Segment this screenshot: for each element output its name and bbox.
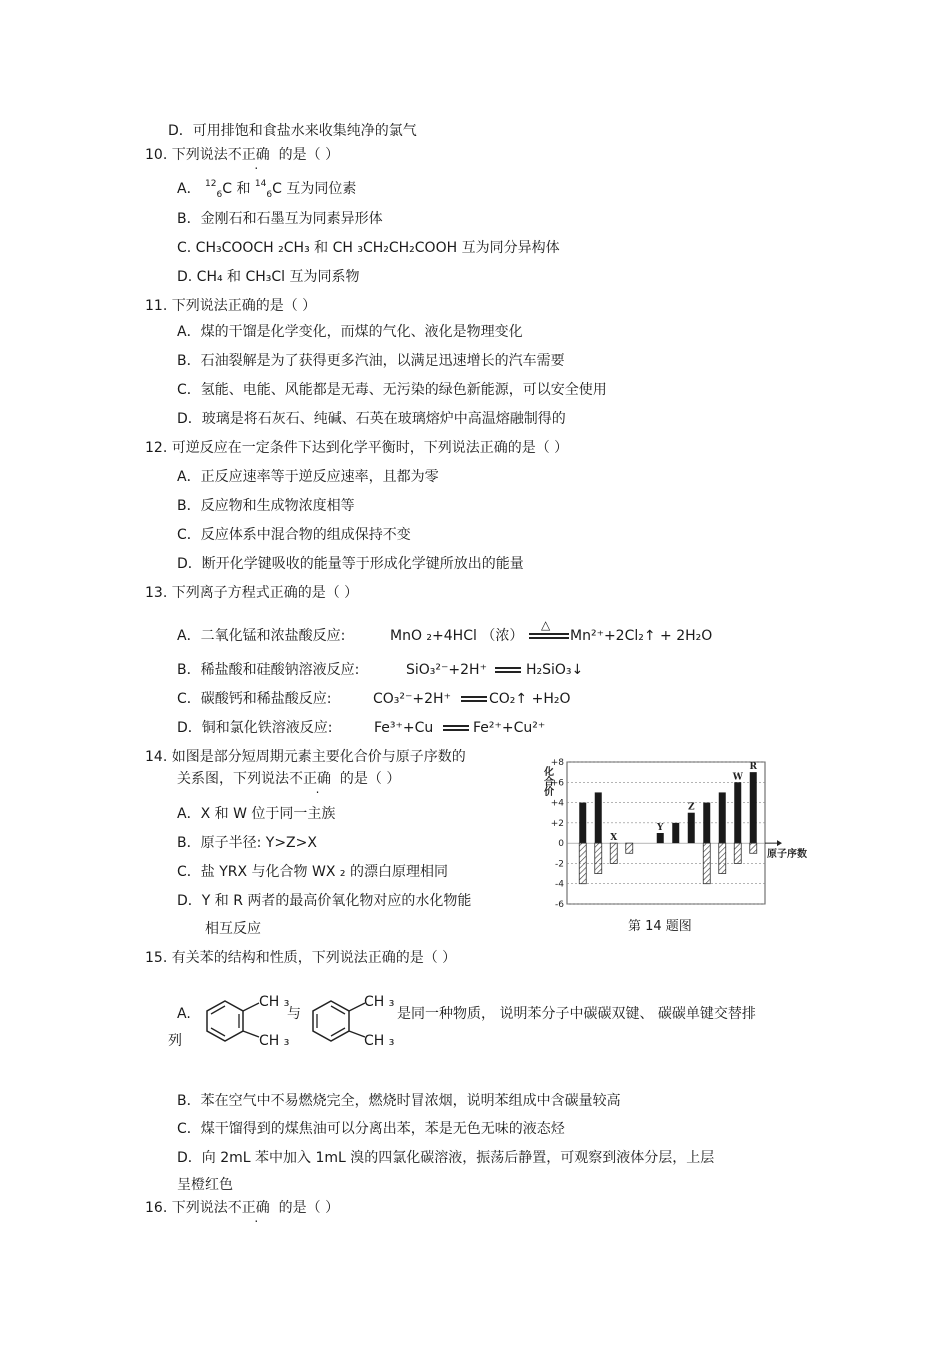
q16-stem-pre: 16. 下列说法不 bbox=[145, 1200, 242, 1216]
heat-triangle-icon: △ bbox=[541, 618, 551, 632]
q14-stem-post: 的是（ ） bbox=[339, 771, 401, 787]
q12-option-d: D．断开化学键吸收的能量等于形成化学键所放出的能量 bbox=[177, 556, 524, 572]
q16-stem-post: 的是（ ） bbox=[278, 1200, 340, 1216]
q15-option-d-line2: 呈橙红色 bbox=[177, 1177, 233, 1193]
y-tick-label: -2 bbox=[555, 859, 564, 870]
q14-option-c: C．盐 YRX 与化合物 WX ₂ 的漂白原理相同 bbox=[177, 864, 448, 880]
q10a-text1: C 和 bbox=[222, 181, 251, 197]
q13d-reactants: Fe³⁺+Cu bbox=[374, 720, 434, 736]
q16-stem bbox=[145, 1199, 339, 1217]
y-axis-label: 化合价 bbox=[541, 766, 553, 796]
q11-stem: 11. 下列说法正确的是（ ） bbox=[145, 298, 317, 314]
q13d-label: D．铜和氯化铁溶液反应: bbox=[177, 720, 333, 736]
q10-option-d: D. CH₄ 和 CH₃Cl 互为同系物 bbox=[177, 269, 360, 285]
element-label: W bbox=[732, 772, 743, 783]
bar-positive bbox=[672, 823, 679, 843]
q13-option-b bbox=[177, 661, 584, 679]
q14-option-d-line2: 相互反应 bbox=[205, 921, 261, 937]
q14-option-d-line1: D．Y 和 R 两者的最高价氧化物对应的水化物能 bbox=[177, 893, 472, 909]
equals-icon bbox=[443, 722, 469, 734]
q13d-products: Fe²⁺+Cu²⁺ bbox=[473, 720, 546, 736]
q15-stem: 15. 有关苯的结构和性质，下列说法正确的是（ ） bbox=[145, 950, 457, 966]
y-tick-label: +8 bbox=[550, 758, 564, 768]
bar-positive bbox=[688, 813, 695, 843]
q13b-reactants: SiO₃²⁻+2H⁺ bbox=[406, 662, 487, 678]
q10-option-c: C. CH₃COOCH ₂CH₃ 和 CH ₃CH₂CH₂COOH 互为同分异构体 bbox=[177, 240, 560, 256]
q10-option-b: B．金刚石和石墨互为同素异形体 bbox=[177, 211, 383, 227]
q13a-products: Mn²⁺+2Cl₂↑ + 2H₂O bbox=[570, 628, 713, 644]
q13c-products: CO₂↑ +H₂O bbox=[489, 691, 571, 707]
bar-positive bbox=[734, 782, 741, 843]
q11-option-c: C．氢能、电能、风能都是无毒、无污染的绿色新能源，可以安全使用 bbox=[177, 382, 607, 398]
y-tick-label: +4 bbox=[550, 798, 564, 809]
ch3-label: CH ₃ bbox=[364, 1033, 395, 1049]
q13-option-d bbox=[177, 719, 546, 737]
q16-emphasis: 正确 bbox=[241, 1200, 270, 1216]
q10-stem bbox=[145, 146, 339, 164]
q12-option-b: B．反应物和生成物浓度相等 bbox=[177, 498, 355, 514]
q11-option-b: B．石油裂解是为了获得更多汽油，以满足迅速增长的汽车需要 bbox=[177, 353, 565, 369]
bar-negative bbox=[579, 843, 586, 884]
bar-negative bbox=[626, 843, 633, 853]
q15-option-a-letter: A. bbox=[177, 1006, 191, 1022]
bar-negative bbox=[734, 843, 741, 863]
q11-option-d: D．玻璃是将石灰石、纯碱、石英在玻璃熔炉中高温熔融制得的 bbox=[177, 411, 566, 427]
q12-stem: 12. 可逆反应在一定条件下达到化学平衡时，下列说法正确的是（ ） bbox=[145, 440, 569, 456]
q10-option-a bbox=[177, 180, 356, 200]
q10-emphasis: 正确 bbox=[241, 147, 270, 163]
y-tick-label: -6 bbox=[555, 900, 564, 910]
q15-option-a-text: 是同一种物质， 说明苯分子中碳碳双键、 碳碳单键交替排 bbox=[397, 1006, 756, 1022]
bar-negative bbox=[750, 843, 757, 853]
ch3-label: CH ₃ bbox=[259, 994, 290, 1010]
q10a-z-6b: 6 bbox=[266, 190, 273, 200]
q13c-label: C．碳酸钙和稀盐酸反应: bbox=[177, 691, 332, 707]
bar-positive bbox=[579, 803, 586, 844]
q15-option-d-line1: D．向 2mL 苯中加入 1mL 溴的四氯化碳溶液，振荡后静置，可观察到液体分层，上层 bbox=[177, 1150, 715, 1166]
q10a-mass-12: 12 bbox=[205, 179, 217, 189]
bar-positive bbox=[595, 792, 602, 843]
q15-option-b: B．苯在空气中不易燃烧完全，燃烧时冒浓烟，说明苯组成中含碳量较高 bbox=[177, 1093, 621, 1109]
o-xylene-structure-2 bbox=[311, 993, 371, 1049]
y-tick-label: 0 bbox=[558, 839, 564, 850]
q13a-reactants: MnO ₂+4HCl （浓） bbox=[390, 628, 524, 644]
ch3-label: CH ₃ bbox=[259, 1033, 290, 1049]
q13-option-a bbox=[177, 618, 713, 645]
q11-option-a: A．煤的干馏是化学变化，而煤的气化、液化是物理变化 bbox=[177, 324, 523, 340]
q13a-label: A．二氧化锰和浓盐酸反应: bbox=[177, 628, 346, 644]
y-tick-label: -4 bbox=[555, 879, 564, 890]
bar-negative bbox=[719, 843, 726, 873]
q13b-products: H₂SiO₃↓ bbox=[526, 662, 584, 678]
q14-option-b: B．原子半径: Y>Z>X bbox=[177, 835, 317, 851]
q15-option-c: C．煤干馏得到的煤焦油可以分离出苯，苯是无色无味的液态烃 bbox=[177, 1121, 565, 1137]
q9-option-d: D．可用排饱和食盐水来收集纯净的氯气 bbox=[168, 123, 417, 139]
bar-positive bbox=[750, 772, 757, 843]
q13b-label: B．稀盐酸和硅酸钠溶液反应: bbox=[177, 662, 360, 678]
q13-stem: 13. 下列离子方程式正确的是（ ） bbox=[145, 585, 359, 601]
x-axis-arrowhead bbox=[777, 840, 782, 846]
q14-emphasis: 正确 bbox=[303, 771, 331, 787]
element-label: Y bbox=[657, 823, 664, 833]
equals-icon bbox=[495, 664, 521, 676]
q15-option-a-cont: 列 bbox=[168, 1033, 182, 1049]
bar-positive bbox=[703, 803, 710, 844]
bar-positive bbox=[719, 792, 726, 843]
equals-icon bbox=[461, 693, 487, 705]
y-tick-label: +6 bbox=[550, 778, 564, 789]
y-tick-label: +2 bbox=[550, 818, 564, 829]
q10a-letter: A． bbox=[177, 181, 201, 197]
bar-negative bbox=[703, 843, 710, 884]
q10a-text2: C 互为同位素 bbox=[272, 181, 357, 197]
q15a-with: 与 bbox=[287, 1006, 301, 1022]
q14-valence-chart bbox=[537, 752, 817, 914]
bar-negative bbox=[595, 843, 602, 873]
q13-option-c bbox=[177, 690, 571, 708]
q13c-reactants: CO₃²⁻+2H⁺ bbox=[373, 691, 451, 707]
q14-stem-pre: 关系图，下列说法不 bbox=[177, 771, 303, 787]
bar-negative bbox=[610, 843, 617, 863]
heat-equals-icon bbox=[529, 618, 569, 642]
q12-option-c: C．反应体系中混合物的组成保持不变 bbox=[177, 527, 411, 543]
ch3-label: CH ₃ bbox=[364, 994, 395, 1010]
q10-stem-pre: 10. 下列说法不 bbox=[145, 147, 242, 163]
q10-stem-post: 的是（ ） bbox=[278, 147, 340, 163]
q12-option-a: A．正反应速率等于逆反应速率，且都为零 bbox=[177, 469, 439, 485]
q14-option-a: A．X 和 W 位于同一主族 bbox=[177, 806, 336, 822]
q10a-z-6a: 6 bbox=[216, 190, 223, 200]
q14-stem-line1: 14. 如图是部分短周期元素主要化合价与原子序数的 bbox=[145, 749, 466, 765]
x-axis-label: 原子序数 bbox=[767, 849, 807, 861]
q14-figure-caption: 第 14 题图 bbox=[628, 919, 692, 934]
element-label: Z bbox=[687, 802, 695, 813]
q10a-mass-14: 14 bbox=[254, 179, 267, 189]
bar-positive bbox=[657, 833, 664, 843]
o-xylene-structure-1 bbox=[205, 993, 265, 1049]
element-label: R bbox=[749, 762, 757, 773]
q14-stem-line2 bbox=[177, 770, 400, 788]
element-label: X bbox=[610, 833, 618, 844]
